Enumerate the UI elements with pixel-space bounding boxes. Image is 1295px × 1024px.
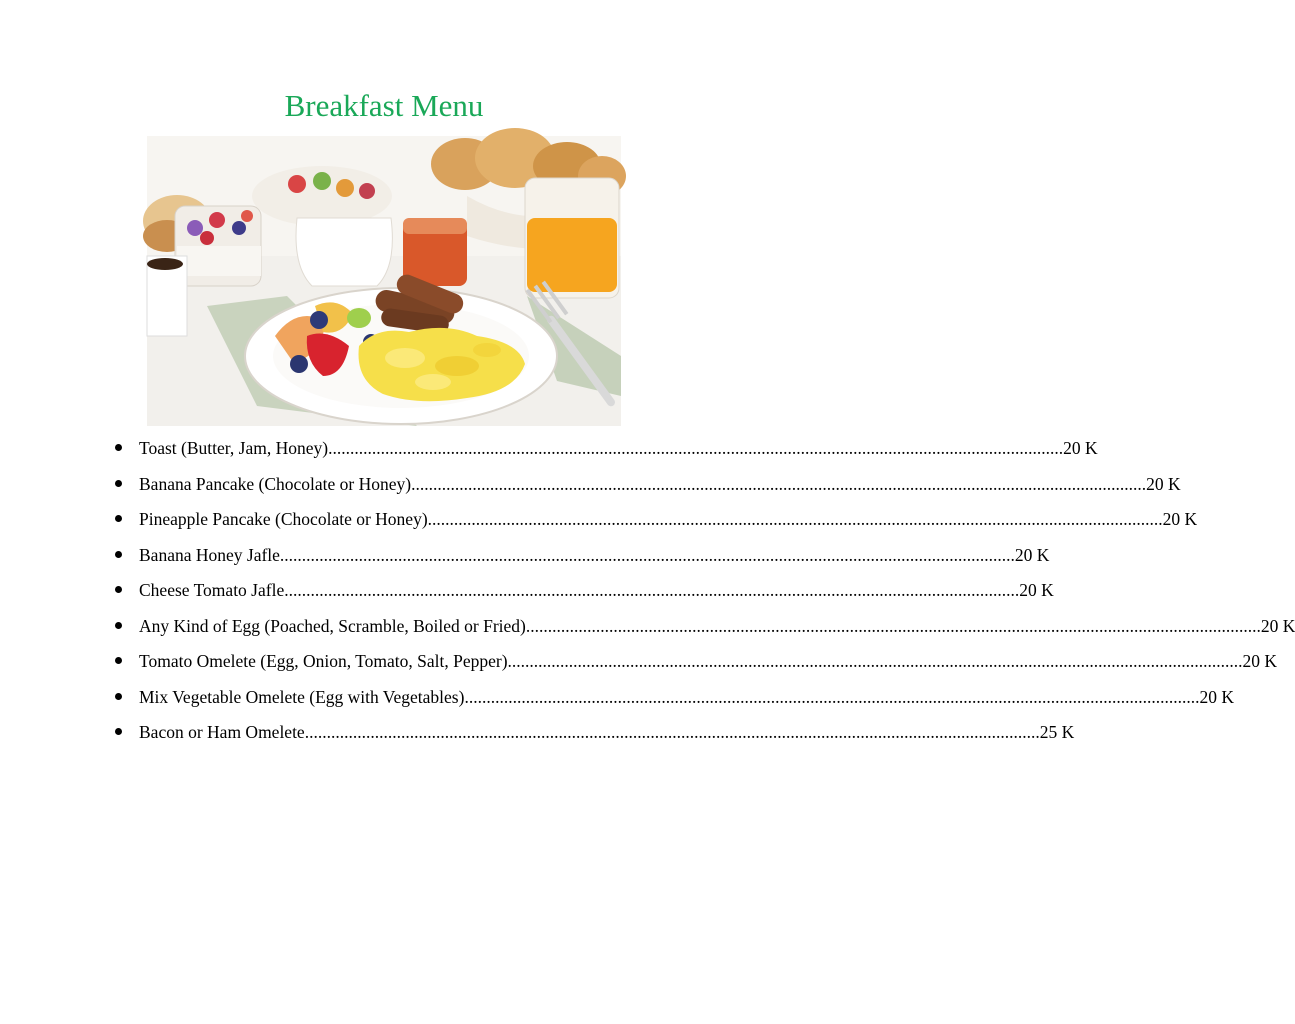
menu-item — [0, 611, 1295, 647]
menu-item-row — [139, 540, 1050, 570]
menu-item-price: 20 K — [1063, 438, 1098, 458]
menu-list — [0, 433, 1295, 753]
bullet-icon — [115, 622, 122, 629]
menu-title: Breakfast Menu — [284, 88, 484, 123]
menu-item — [0, 575, 1054, 611]
menu-item-row — [139, 611, 1295, 641]
menu-item — [0, 540, 1050, 576]
bullet-icon — [115, 480, 122, 487]
bullet-icon — [115, 693, 122, 700]
menu-item-name: Any Kind of Egg (Poached, Scramble, Boiled or Fried) — [139, 615, 526, 636]
menu-item-price: 20 K — [1019, 580, 1054, 600]
menu-item-row — [139, 504, 1198, 534]
dot-leader: ........................................................................................................................................................................ — [464, 686, 1200, 707]
menu-item-name: Pineapple Pancake (Chocolate or Honey) — [139, 509, 428, 529]
menu-item-price: 20 K — [1242, 651, 1278, 671]
menu-item-name: Cheese Tomato Jafle — [139, 580, 285, 600]
menu-item-row — [139, 682, 1234, 712]
menu-item-row — [139, 646, 1278, 676]
bullet-icon — [115, 551, 122, 558]
dot-leader: ........................................................................................................................................................................ — [328, 438, 1064, 458]
menu-item-price: 20 K — [1260, 615, 1295, 636]
menu-item-row — [139, 469, 1181, 499]
menu-item-name: Toast (Butter, Jam, Honey) — [139, 438, 329, 458]
menu-item — [0, 504, 1198, 540]
menu-item-name: Banana Pancake (Chocolate or Honey) — [139, 473, 412, 494]
menu-item-name: Mix Vegetable Omelete (Egg with Vegetables) — [139, 686, 465, 707]
menu-item-price: 20 K — [1014, 544, 1050, 565]
menu-item — [0, 469, 1181, 505]
bullet-icon — [115, 444, 122, 451]
menu-item-price: 25 K — [1039, 722, 1075, 742]
bullet-icon — [115, 728, 122, 735]
dot-leader: ........................................................................................................................................................................ — [284, 580, 1020, 600]
menu-item-name: Banana Honey Jafle — [139, 544, 280, 565]
menu-item-row — [139, 717, 1075, 747]
menu-item-row — [139, 575, 1054, 605]
menu-item-row — [139, 433, 1098, 463]
dot-leader: ........................................................................................................................................................................ — [427, 509, 1163, 529]
dot-leader: ........................................................................................................................................................................ — [279, 544, 1015, 565]
bullet-icon — [115, 586, 122, 593]
bullet-icon — [115, 657, 122, 664]
breakfast-photo — [147, 136, 621, 426]
menu-item-price: 20 K — [1162, 509, 1198, 529]
menu-item — [0, 433, 1098, 469]
menu-item — [0, 646, 1278, 682]
dot-leader: ........................................................................................................................................................................ — [525, 615, 1261, 636]
dot-leader: ........................................................................................................................................................................ — [411, 473, 1147, 494]
menu-item — [0, 717, 1075, 753]
menu-item-name: Tomato Omelete (Egg, Onion, Tomato, Salt, Pepper) — [139, 651, 508, 671]
menu-item — [0, 682, 1234, 718]
menu-item-name: Bacon or Ham Omelete — [139, 722, 305, 742]
dot-leader: ........................................................................................................................................................................ — [304, 722, 1040, 742]
dot-leader: ........................................................................................................................................................................ — [507, 651, 1243, 671]
bullet-icon — [115, 515, 122, 522]
menu-item-price: 20 K — [1199, 686, 1234, 707]
menu-item-price: 20 K — [1146, 473, 1181, 494]
